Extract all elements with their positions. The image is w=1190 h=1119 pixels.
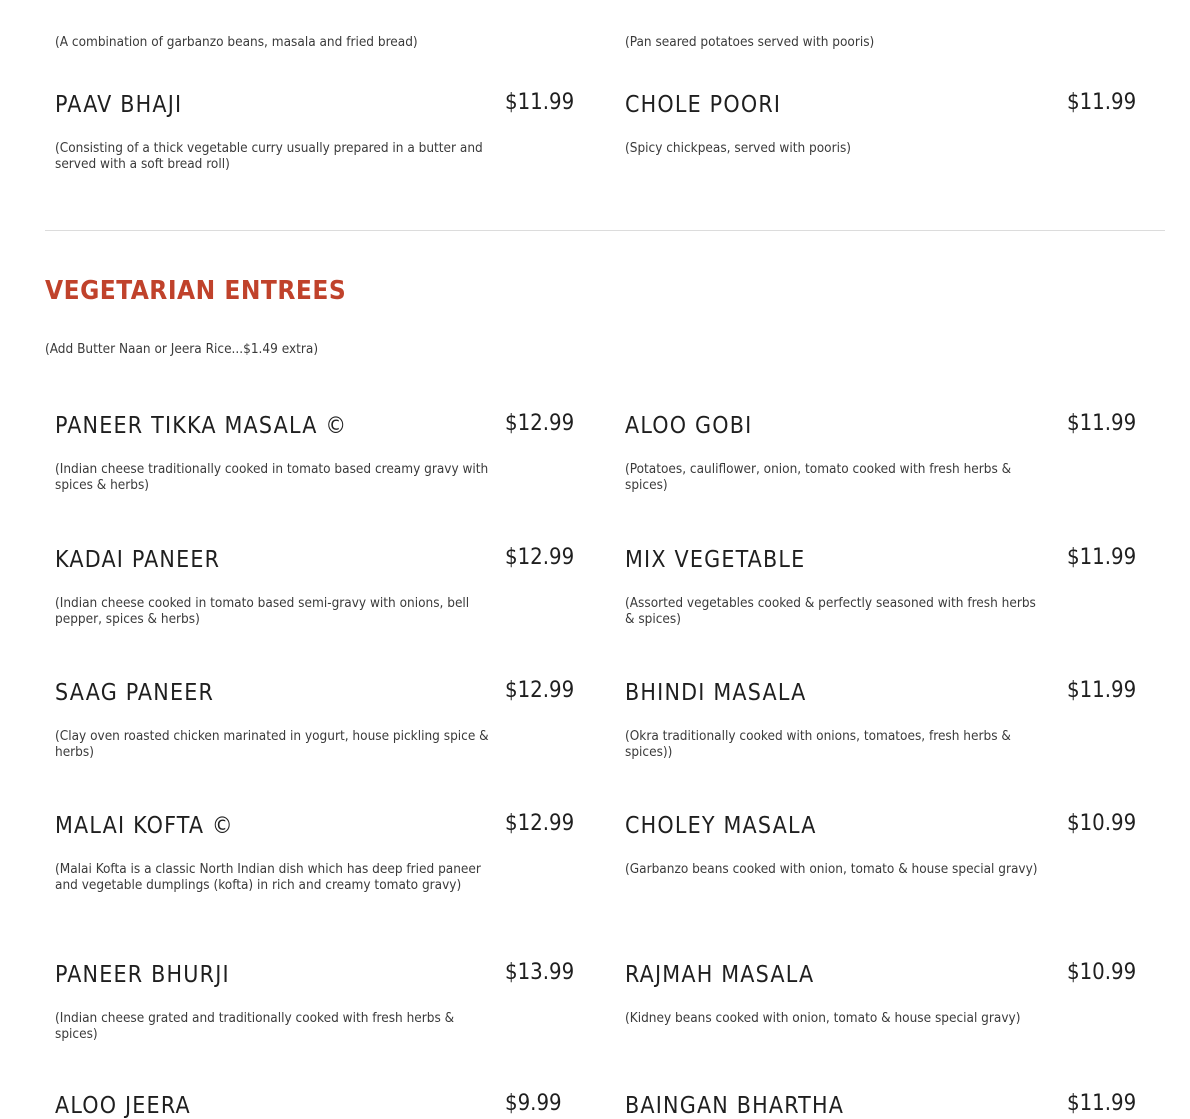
menu-item-price: $11.99 bbox=[1067, 411, 1137, 436]
menu-item-price: $11.99 bbox=[505, 90, 575, 115]
menu-item-description: (Clay oven roasted chicken marinated in yogurt, house pickling spice & herbs) bbox=[55, 728, 489, 760]
menu-item-name: BAINGAN BHARTHA bbox=[625, 1093, 845, 1119]
menu-item-description: (Pan seared potatoes served with pooris) bbox=[625, 34, 875, 50]
menu-item-description: (Indian cheese traditionally cooked in tomato based creamy gravy with spices & herbs) bbox=[55, 461, 489, 493]
menu-item-description: (Indian cheese grated and traditionally cooked with fresh herbs & spices) bbox=[55, 1010, 455, 1042]
menu-item-name: PANEER TIKKA MASALA © bbox=[55, 413, 348, 439]
menu-item-name: ALOO GOBI bbox=[625, 413, 753, 439]
menu-item-description: (Spicy chickpeas, served with pooris) bbox=[625, 140, 852, 156]
menu-item-name: BHINDI MASALA bbox=[625, 680, 807, 706]
menu-item-name: KADAI PANEER bbox=[55, 547, 221, 573]
menu-item-name: PANEER BHURJI bbox=[55, 962, 230, 988]
menu-item-price: $12.99 bbox=[505, 545, 575, 570]
menu-item-price: $10.99 bbox=[1067, 811, 1137, 836]
menu-item-name: ALOO JEERA bbox=[55, 1093, 191, 1119]
menu-item-name: SAAG PANEER bbox=[55, 680, 215, 706]
menu-item-name: PAAV BHAJI bbox=[55, 92, 183, 118]
menu-item-price: $13.99 bbox=[505, 960, 575, 985]
menu-item-description: (Malai Kofta is a classic North Indian dish which has deep fried paneer and vegetable dumplings (kofta) in rich and creamy tomato gravy) bbox=[55, 861, 481, 893]
menu-item-price: $9.99 bbox=[505, 1091, 562, 1116]
menu-item-name: MALAI KOFTA © bbox=[55, 813, 234, 839]
menu-item-description: (Okra traditionally cooked with onions, tomatoes, fresh herbs & spices)) bbox=[625, 728, 1011, 760]
menu-item-price: $11.99 bbox=[1067, 90, 1137, 115]
section-divider bbox=[45, 230, 1165, 231]
menu-item-description: (Kidney beans cooked with onion, tomato & house special gravy) bbox=[625, 1010, 1021, 1026]
menu-item-description: (Consisting of a thick vegetable curry usually prepared in a butter and served with a soft bread roll) bbox=[55, 140, 483, 172]
menu-item-name: MIX VEGETABLE bbox=[625, 547, 806, 573]
menu-item-description: (Potatoes, cauliflower, onion, tomato cooked with fresh herbs & spices) bbox=[625, 461, 1012, 493]
menu-item-name: CHOLE POORI bbox=[625, 92, 782, 118]
menu-item-description: (Garbanzo beans cooked with onion, tomato & house special gravy) bbox=[625, 861, 1038, 877]
menu-item-price: $11.99 bbox=[1067, 545, 1137, 570]
menu-item-name: CHOLEY MASALA bbox=[625, 813, 817, 839]
section-note: (Add Butter Naan or Jeera Rice...$1.49 extra) bbox=[45, 341, 319, 357]
menu-item-description: (Assorted vegetables cooked & perfectly seasoned with fresh herbs & spices) bbox=[625, 595, 1036, 627]
menu-item-name: RAJMAH MASALA bbox=[625, 962, 815, 988]
menu-item-description: (A combination of garbanzo beans, masala and fried bread) bbox=[55, 34, 418, 50]
menu-item-description: (Indian cheese cooked in tomato based semi-gravy with onions, bell pepper, spices & herbs) bbox=[55, 595, 470, 627]
menu-item-price: $11.99 bbox=[1067, 678, 1137, 703]
menu-item-price: $12.99 bbox=[505, 678, 575, 703]
menu-item-price: $11.99 bbox=[1067, 1091, 1137, 1116]
menu-item-price: $12.99 bbox=[505, 811, 575, 836]
menu-item-price: $10.99 bbox=[1067, 960, 1137, 985]
menu-item-price: $12.99 bbox=[505, 411, 575, 436]
section-title: VEGETARIAN ENTREES bbox=[45, 276, 347, 306]
